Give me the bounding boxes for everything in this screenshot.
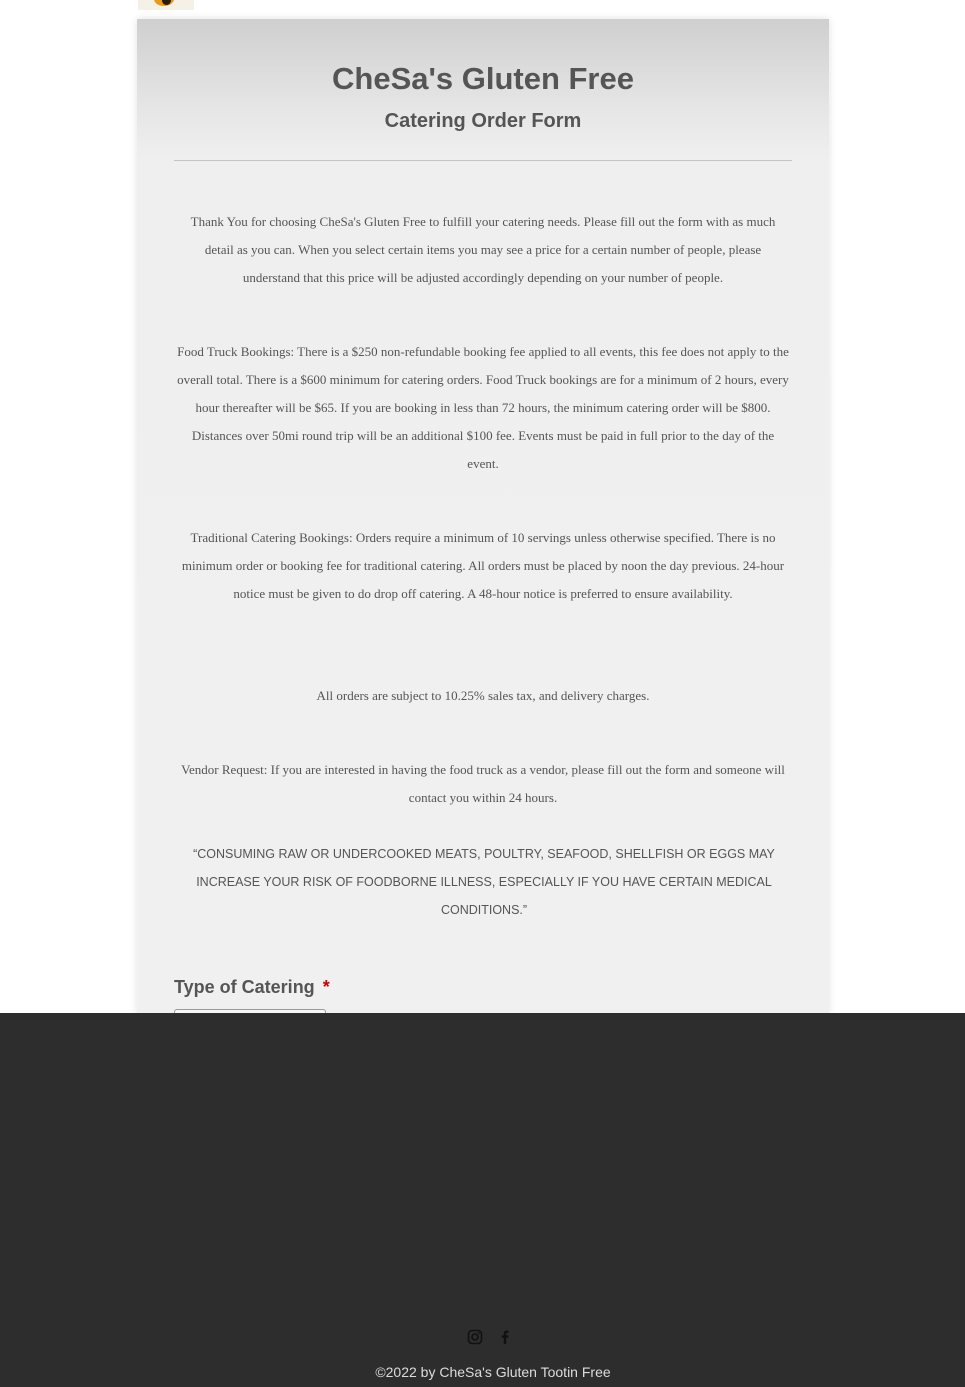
traditional-catering-paragraph: Traditional Catering Bookings: Orders require a minimum of 10 servings unless otherwise specified. There is no minimum order or booking fee for traditional catering. All orders must be placed by noon the day previous. 24-hour notice must be given to do drop off catering. A 48-hour notice is preferred to ensure availability. <box>181 530 785 601</box>
food-safety-warning: “CONSUMING RAW OR UNDERCOOKED MEATS, POULTRY, SEAFOOD, SHELLFISH OR EGGS MAY INCREASE YOUR RISK OF FOODBORNE ILLNESS, ESPECIALLY IF YOU HAVE CERTAIN MEDICAL CONDITIONS.” <box>193 847 775 917</box>
facebook-icon[interactable] <box>497 1329 513 1345</box>
type-of-catering-label-text: Type of Catering <box>174 977 315 997</box>
page-title: CheSa's Gluten Free <box>332 61 634 96</box>
instagram-icon[interactable] <box>467 1329 483 1345</box>
intro-paragraph: Thank You for choosing CheSa's Gluten Free to fulfill your catering needs. Please fill out the form with as much detail as you can. When you select certain items you may see a price for a certain number of people, please understand that this price will be adjusted accordingly depending on your number of people. <box>190 214 776 285</box>
page-subtitle: Catering Order Form <box>384 110 582 132</box>
catering-form-panel <box>137 19 829 1013</box>
copyright-text: ©2022 by CheSa's Gluten Tootin Free <box>375 1364 611 1380</box>
food-truck-paragraph: Food Truck Bookings: There is a $250 non-refundable booking fee applied to all events, this fee does not apply to the overall total. There is a $600 minimum for catering orders. Food Truck bookings are for a minimum of 2 hours, every hour thereafter will be $65. If you are booking in less than 72 hours, the minimum catering order will be $800. Distances over 50mi round trip will be an additional $100 fee. Events must be paid in full prior to the day of the event. <box>177 344 789 471</box>
sales-tax-paragraph: All orders are subject to 10.25% sales tax, and delivery charges. <box>316 688 650 703</box>
header-divider <box>174 160 792 161</box>
required-asterisk: * <box>322 977 330 997</box>
site-logo[interactable] <box>138 0 194 10</box>
vendor-request-paragraph: Vendor Request: If you are interested in having the food truck as a vendor, please fill out the form and someone will contact you within 24 hours. <box>181 762 785 805</box>
type-of-catering-label <box>174 977 330 998</box>
